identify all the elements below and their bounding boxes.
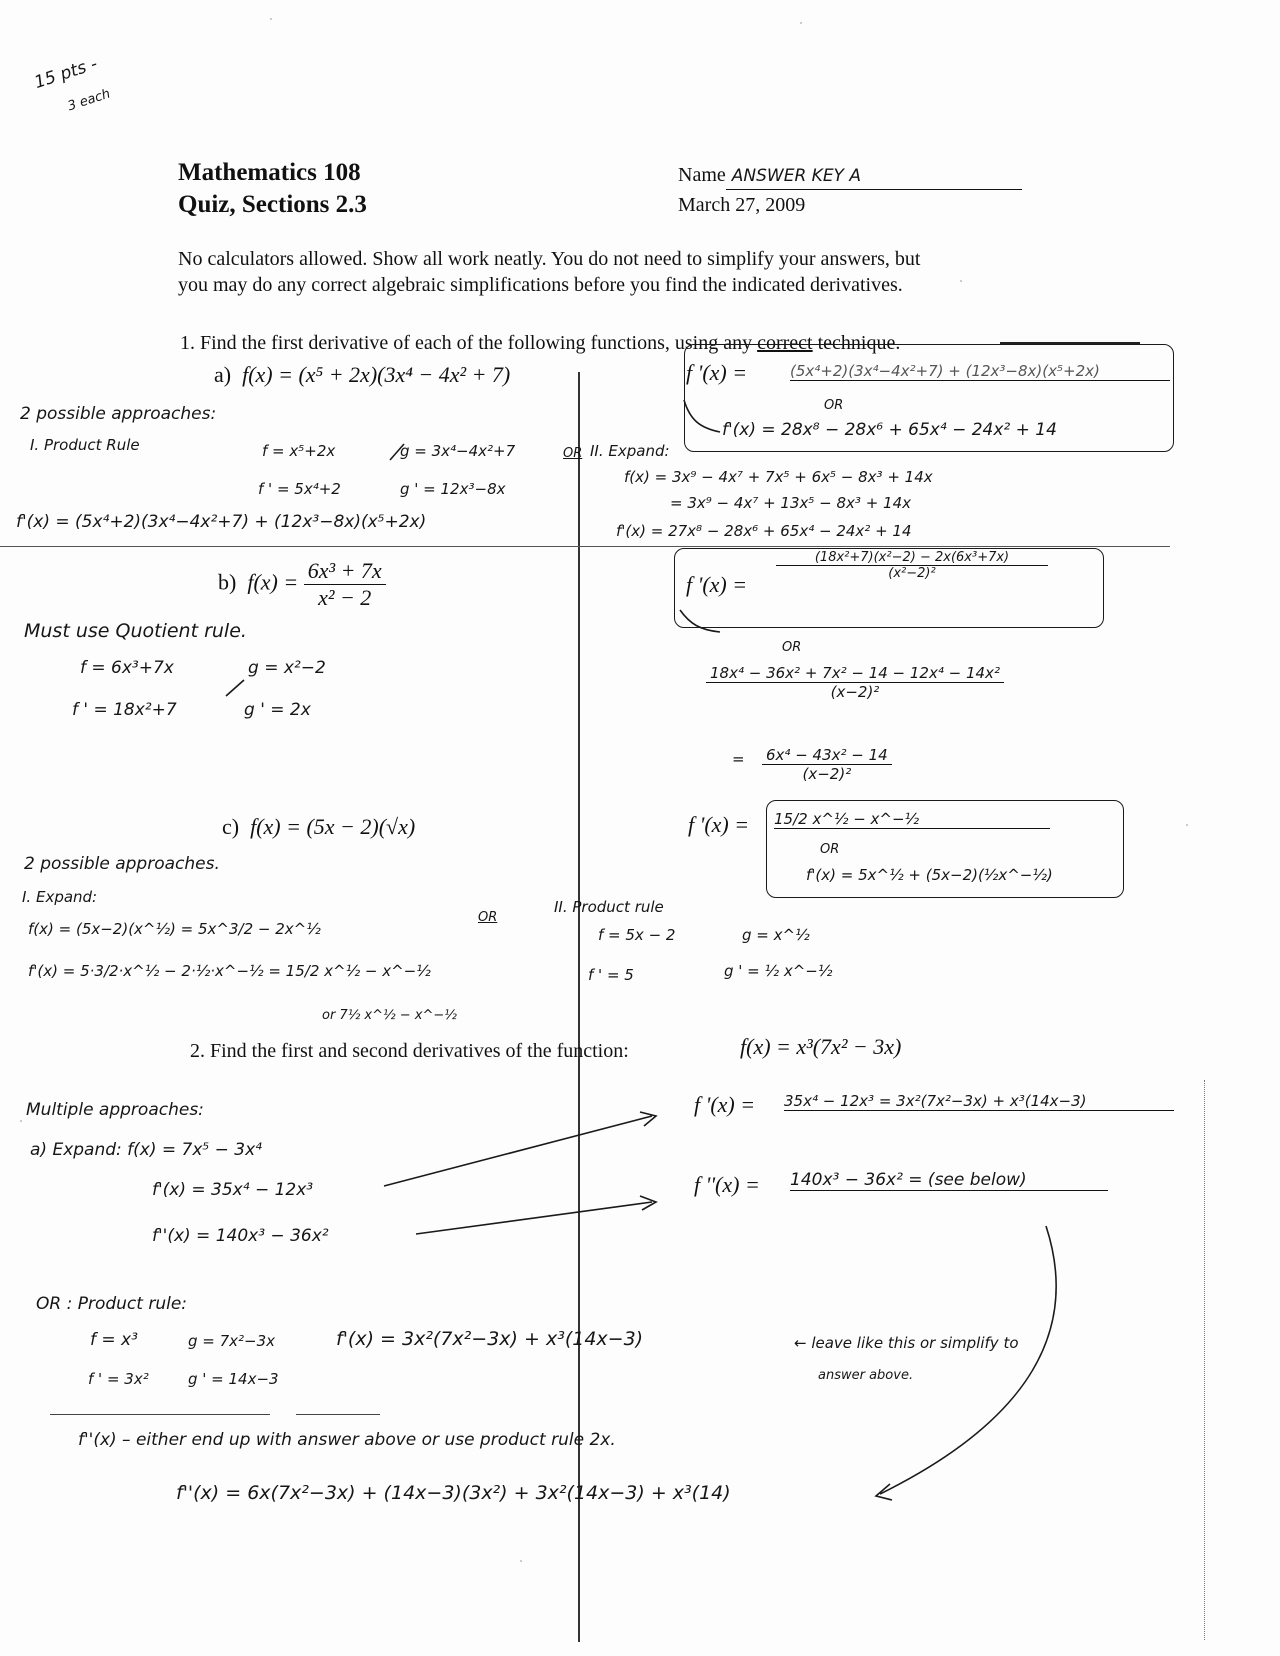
q1-prompt: 1. Find the first derivative of each of the following functions, using any correct technique. <box>180 332 901 354</box>
instructions-line-2: you may do any correct algebraic simplifications before you find the indicated derivatives. <box>178 274 903 296</box>
q1b-fraction: $\frac{\text{6x³ + 7x}}{\text{x² − 2}}$ <box>304 558 386 611</box>
q1b-eq-sign: = <box>732 750 745 768</box>
q1a-or2: OR <box>563 446 583 461</box>
q2-expand-fp: f'(x) = 35x⁴ − 12x³ <box>152 1180 314 1200</box>
q1c-answer: 15/2 x^½ − x^−½ <box>774 810 1050 829</box>
q2-prompt: 2. Find the first and second derivatives of the function: <box>190 1040 629 1062</box>
course-title: Mathematics 108 <box>178 159 361 186</box>
arrow-to-fp <box>384 1116 652 1186</box>
q1c-method2: II. Product rule <box>554 898 664 916</box>
q2-or-product: OR : Product rule: <box>36 1294 188 1314</box>
q2-expand: a) Expand: f(x) = 7x⁵ − 3x⁴ <box>30 1140 262 1160</box>
q1a-fp: f ' = 5x⁴+2 <box>258 480 341 498</box>
q1c-g: g = x^½ <box>742 926 810 944</box>
q1a-method2: II. Expand: <box>590 442 670 460</box>
q1a-gp: g ' = 12x³−8x <box>400 480 506 498</box>
q2-fp-label: f '(x) = <box>694 1092 756 1117</box>
quiz-title: Quiz, Sections 2.3 <box>178 191 367 218</box>
q1b-or: OR <box>782 640 802 655</box>
q1a-expand-2: = 3x⁹ − 4x⁷ + 13x⁵ − 8x³ + 14x <box>670 494 911 512</box>
q1b-function: b) f(x) = $\frac{\text{6x³ + 7x}}{\text{x² − 2}}$ <box>218 558 386 611</box>
q1c-method1: I. Expand: <box>22 888 98 906</box>
points-note: 15 pts - <box>32 53 100 94</box>
scan-speck <box>1186 824 1188 826</box>
q1a-expand-3: f'(x) = 27x⁸ − 28x⁶ + 65x⁴ − 24x² + 14 <box>616 522 912 540</box>
q2-gp: g ' = 14x−3 <box>188 1370 279 1388</box>
q2-fpp-answer: 140x³ − 36x² = (see below) <box>790 1170 1108 1191</box>
q1c-or: OR <box>820 842 840 857</box>
scan-speck <box>960 280 962 282</box>
arrow-q1b-g <box>226 680 244 696</box>
q1c-expand-3: or 7½ x^½ − x^−½ <box>322 1008 457 1023</box>
q1a-g: g = 3x⁴−4x²+7 <box>400 442 516 460</box>
q2-function: f(x) = x³(7x² − 3x) <box>740 1034 902 1059</box>
q1a-expand-1: f(x) = 3x⁹ − 4x⁷ + 7x⁵ + 6x⁵ − 8x³ + 14x <box>624 468 933 486</box>
q1c-alt-answer: f'(x) = 5x^½ + (5x−2)(½x^−½) <box>806 866 1053 884</box>
q2-fp-answer: 35x⁴ − 12x³ = 3x²(7x²−3x) + x³(14x−3) <box>784 1092 1174 1111</box>
q1a-f: f = x⁵+2x <box>262 442 336 460</box>
q1a-method1: I. Product Rule <box>30 436 140 454</box>
q1a-function: a) f(x) = (x⁵ + 2x)(3x⁴ − 4x² + 7) <box>214 362 511 387</box>
q1b-note: Must use Quotient rule. <box>24 620 247 642</box>
q2-leave-note: ← leave like this or simplify to <box>794 1334 1019 1352</box>
q1a-product-result: f'(x) = (5x⁴+2)(3x⁴−4x²+7) + (12x³−8x)(x⁵+2x) <box>16 512 427 532</box>
q1c-or2: OR <box>478 910 498 925</box>
q1b-f: f = 6x³+7x <box>80 658 174 678</box>
q1c-answer-label: f '(x) = <box>688 812 750 837</box>
curve-box-b <box>680 610 720 632</box>
q1c-f: f = 5x − 2 <box>598 926 676 944</box>
scan-speck <box>800 22 802 24</box>
q2-product-fp: f'(x) = 3x²(7x²−3x) + x³(14x−3) <box>336 1328 644 1350</box>
name-value: ANSWER KEY A <box>726 163 1022 190</box>
q1b-g: g = x²−2 <box>248 658 326 678</box>
points-note-each: 3 each <box>66 86 113 115</box>
scan-speck <box>270 18 272 20</box>
q1b-fp: f ' = 18x²+7 <box>72 700 177 720</box>
name-label: Name <box>678 164 726 186</box>
arrow-q1a-g <box>390 444 404 460</box>
q1a-answer: (5x⁴+2)(3x⁴−4x²+7) + (12x³−8x)(x⁵+2x) <box>790 362 1170 381</box>
q2-fpp-full: f''(x) = 6x(7x²−3x) + (14x−3)(3x²) + 3x²(14x−3) + x³(14) <box>176 1482 731 1504</box>
q1c-gp: g ' = ½ x^−½ <box>724 962 833 980</box>
q2-leave-note-2: answer above. <box>818 1368 914 1383</box>
q2-fp: f ' = 3x² <box>88 1370 149 1388</box>
quiz-date: March 27, 2009 <box>678 194 806 216</box>
scan-speck <box>20 1120 22 1122</box>
q1b-alt-answer: 18x⁴ − 36x² + 7x² − 14 − 12x⁴ − 14x² (x−2)² <box>706 664 1004 701</box>
curve-see-below <box>880 1226 1056 1494</box>
q1c-expand-2: f'(x) = 5·3/2·x^½ − 2·½·x^−½ = 15/2 x^½ − x^−½ <box>28 962 431 980</box>
q1a-answer-label: f '(x) = <box>686 360 748 385</box>
q2-approaches: Multiple approaches: <box>26 1100 204 1120</box>
q1c-fp: f ' = 5 <box>588 966 634 984</box>
q1c-function: c) f(x) = (5x − 2)(√x) <box>222 814 416 839</box>
q2-f: f = x³ <box>90 1330 138 1350</box>
q2-g: g = 7x²−3x <box>188 1332 276 1350</box>
q1a-or: OR <box>824 398 844 413</box>
q1a-approaches-title: 2 possible approaches: <box>20 404 217 424</box>
q1c-approaches-title: 2 possible approaches. <box>24 854 220 874</box>
q2-fpp-label: f ''(x) = <box>694 1172 760 1197</box>
scan-speck <box>520 1560 522 1562</box>
q1b-answer-label: f '(x) = <box>686 572 748 597</box>
q2-fpp-note: f''(x) – either end up with answer above or use product rule 2x. <box>78 1430 616 1450</box>
q2-expand-fpp: f''(x) = 140x³ − 36x² <box>152 1226 329 1246</box>
q1b-gp: g ' = 2x <box>244 700 311 720</box>
arrow-to-fpp <box>416 1202 652 1234</box>
q1b-simplified: 6x⁴ − 43x² − 14 (x−2)² <box>762 746 892 783</box>
q1c-expand-1: f(x) = (5x−2)(x^½) = 5x^3/2 − 2x^½ <box>28 920 321 938</box>
instructions-line-1: No calculators allowed. Show all work neatly. You do not need to simplify your answers, but <box>178 248 921 270</box>
curve-box-a <box>684 400 720 432</box>
q1b-answer: (18x²+7)(x²−2) − 2x(6x³+7x) (x²−2)² <box>776 550 1048 581</box>
q1a-alt-answer: f'(x) = 28x⁸ − 28x⁶ + 65x⁴ − 24x² + 14 <box>722 420 1057 440</box>
